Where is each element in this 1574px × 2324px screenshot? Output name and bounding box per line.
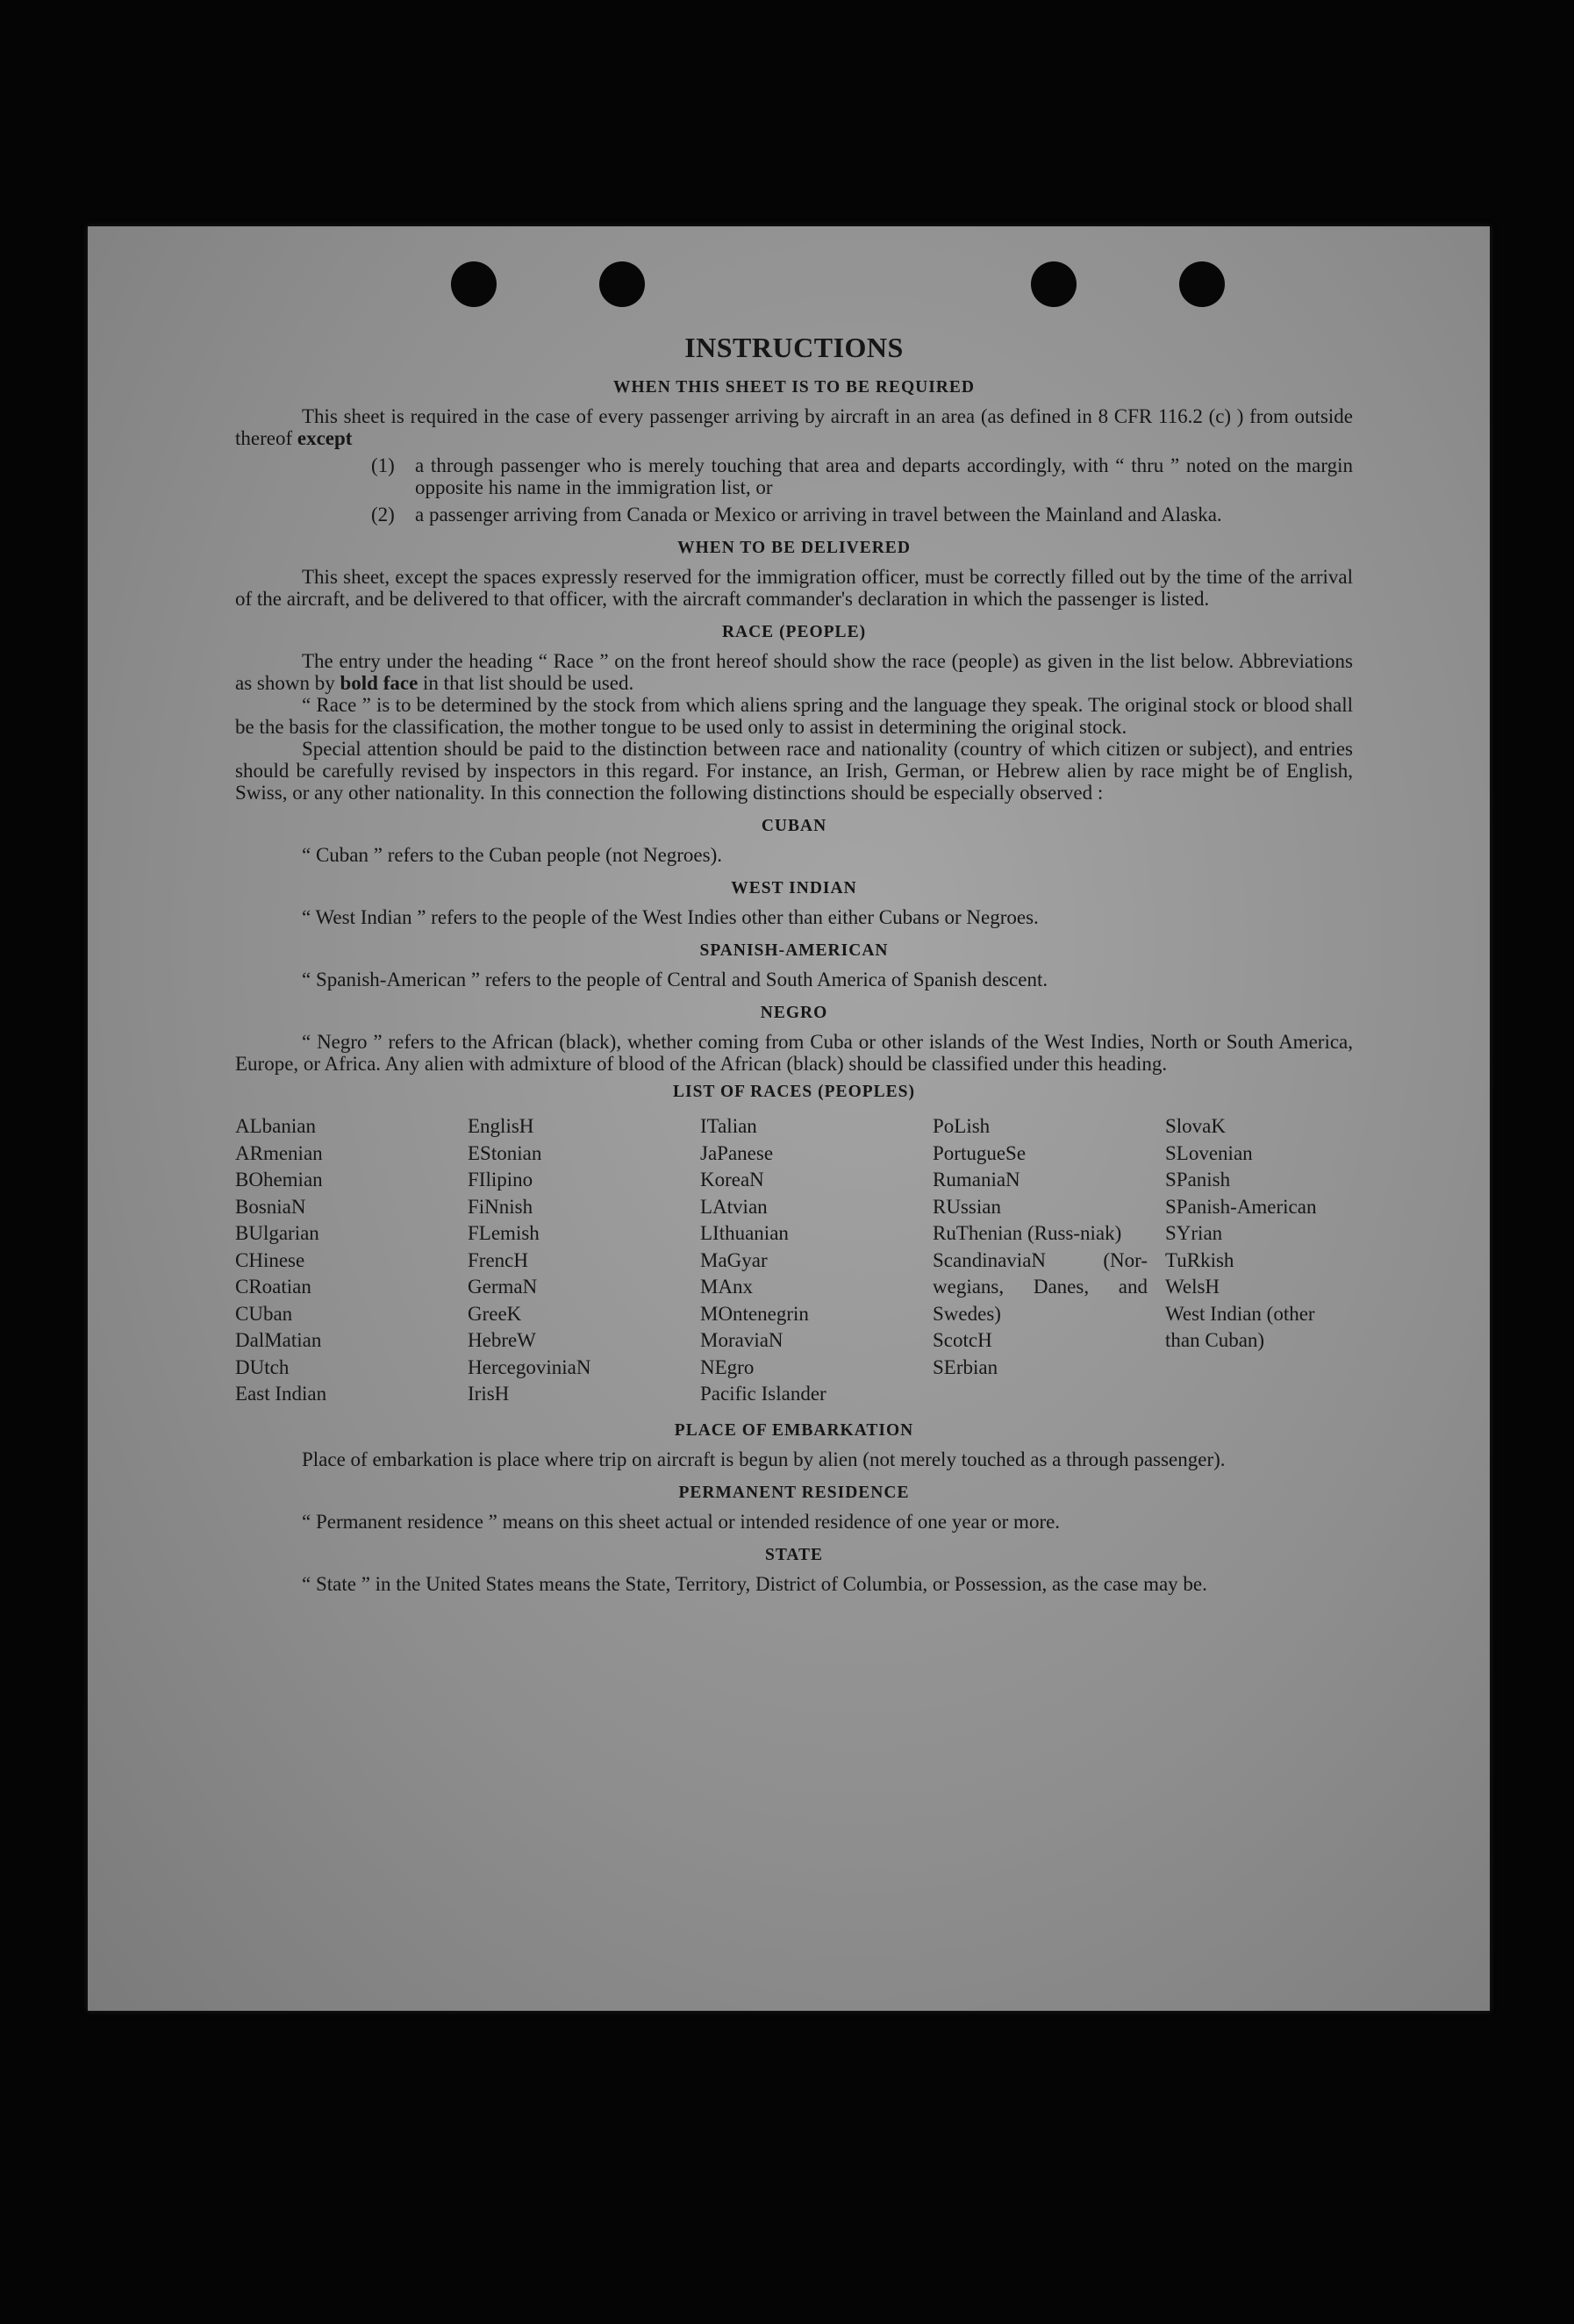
item-number: (1) — [371, 454, 395, 476]
punch-hole — [1179, 261, 1225, 307]
race-item: NEgro — [700, 1355, 755, 1378]
residence-text: “ Permanent residence ” means on this sheet actual or intended residence of one year or more. — [302, 1510, 1061, 1533]
race-item: ScandinaviaN (Nor-wegians, Danes, and Swedes) — [933, 1248, 1148, 1325]
race-item: FiNnish — [468, 1195, 533, 1218]
race-item: SErbian — [933, 1355, 998, 1378]
race-item: BosniaN — [235, 1195, 306, 1218]
race-item: East Indian — [235, 1383, 327, 1405]
race-item: ALbanian — [235, 1115, 316, 1137]
race-item: BOhemian — [235, 1169, 323, 1191]
heading-list-of-races: LIST OF RACES (PEOPLES) — [672, 1083, 915, 1101]
race-item: RuThenian (Russ-niak) — [933, 1222, 1122, 1244]
race-item: DalMatian — [235, 1329, 322, 1351]
exception-item-2 — [371, 504, 1353, 526]
punch-hole — [599, 261, 645, 307]
race-item: RumaniaN — [933, 1169, 1020, 1191]
race-item: RUssian — [933, 1195, 1001, 1218]
race-item: PortugueSe — [933, 1141, 1027, 1164]
heading-negro: NEGRO — [760, 1004, 828, 1022]
race-item: IrisH — [468, 1383, 510, 1405]
west-indian-text: “ West Indian ” refers to the people of the West Indies other than either Cubans or Negroes. — [302, 906, 1039, 928]
race-item: ScotcH — [933, 1329, 992, 1351]
race-paragraph-2: “ Race ” is to be determined by the stock from which aliens spring and the language they speak. The original stock or blood shall be the basis for the classification, the mother tongue to be used only to assist in determining the original stock. — [235, 694, 1353, 738]
heading-permanent-residence: PERMANENT RESIDENCE — [678, 1483, 910, 1502]
race-item: GreeK — [468, 1302, 522, 1325]
heading-race: RACE (PEOPLE) — [721, 623, 867, 641]
race-paragraph-3: Special attention should be paid to the distinction between race and nationality (country of which citizen or subject), and entries should be carefully revised by inspectors in this regard. For instance, an Irish, German, or Hebrew alien by race might be of English, Swiss, or any other nationality. In this connection the following distinctions should be especially observed : — [235, 738, 1353, 804]
race-column-4 — [933, 1113, 1165, 1408]
race-item: HercegoviniaN — [468, 1355, 591, 1378]
race-item: CRoatian — [235, 1276, 311, 1298]
race-item: KoreaN — [700, 1169, 764, 1191]
race-item: MoraviaN — [700, 1329, 783, 1351]
heading-state: STATE — [764, 1545, 824, 1564]
heading-place-of-embarkation: PLACE OF EMBARKATION — [674, 1420, 914, 1440]
punch-hole — [451, 261, 497, 307]
race-item: SlovaK — [1165, 1115, 1226, 1137]
race-column-2 — [468, 1113, 700, 1408]
embarkation-text: Place of embarkation is place where trip on aircraft is begun by alien (not merely touched as a through passenger). — [302, 1448, 1226, 1470]
exception-item-1 — [371, 454, 1353, 498]
punch-hole — [1031, 261, 1077, 307]
negro-text: “ Negro ” refers to the African (black), whether coming from Cuba or other islands of the West Indies, North or South America, Europe, or Africa. Any alien with admixture of blood of the African (black) should be classified under this heading. — [235, 1031, 1353, 1075]
race-item: LAtvian — [700, 1195, 768, 1218]
race-item: CUban — [235, 1302, 293, 1325]
item-text: a passenger arriving from Canada or Mexico or arriving in travel between the Mainland and Alaska. — [415, 504, 1222, 526]
race-item: FLemish — [468, 1222, 540, 1244]
heading-spanish-american: SPANISH-AMERICAN — [699, 941, 889, 960]
race-item: EStonian — [468, 1141, 542, 1164]
race-list — [235, 1113, 1353, 1408]
page-title: INSTRUCTIONS — [684, 332, 904, 363]
race-item: HebreW — [468, 1329, 536, 1351]
race-column-3 — [700, 1113, 933, 1408]
heading-west-indian: WEST INDIAN — [731, 879, 857, 897]
instructions-content — [235, 330, 1353, 1595]
race-item: SPanish-American — [1165, 1195, 1317, 1218]
race-item: LIthuanian — [700, 1222, 789, 1244]
spanish-american-text: “ Spanish-American ” refers to the people of Central and South America of Spanish descent. — [302, 969, 1048, 990]
item-text: a through passenger who is merely touching that area and departs accordingly, with “ thru ” noted on the margin opposite his name in the immigration list, or — [415, 454, 1353, 498]
race-paragraph-1: The entry under the heading “ Race ” on the front hereof should show the race (people) as given in the list below. Abbreviations as shown by bold face in that list should be used. — [235, 650, 1353, 694]
race-item: BUlgarian — [235, 1222, 319, 1244]
heading-cuban: CUBAN — [761, 817, 827, 835]
except-keyword: except — [297, 427, 353, 449]
race-item: ARmenian — [235, 1141, 323, 1164]
bold-face-keyword: bold face — [340, 672, 419, 694]
heading-when-required: WHEN THIS SHEET IS TO BE REQUIRED — [613, 378, 975, 397]
race-item: MAnx — [700, 1276, 754, 1298]
race-item: West Indian (other than Cuban) — [1165, 1302, 1315, 1351]
cuban-text: “ Cuban ” refers to the Cuban people (not Negroes). — [302, 844, 723, 866]
race-item: GermaN — [468, 1276, 538, 1298]
race-item: EnglisH — [468, 1115, 534, 1137]
race-item: DUtch — [235, 1355, 290, 1378]
item-number: (2) — [371, 504, 395, 526]
race-item: FrencH — [468, 1248, 528, 1271]
required-intro: This sheet is required in the case of every passenger arriving by aircraft in an area (as defined in 8 CFR 116.2 (c) ) from outside thereof except — [235, 405, 1353, 449]
heading-when-delivered: WHEN TO BE DELIVERED — [677, 539, 911, 557]
delivered-text: This sheet, except the spaces expressly reserved for the immigration officer, must be correctly filled out by the time of the arrival of the aircraft, and be delivered to that officer, with the aircraft commander's declaration in which the passenger is listed. — [235, 566, 1353, 610]
race-item: ITalian — [700, 1115, 757, 1137]
race-item: SYrian — [1165, 1222, 1223, 1244]
race-item: CHinese — [235, 1248, 305, 1271]
race-item: SPanish — [1165, 1169, 1231, 1191]
race-item: PoLish — [933, 1115, 991, 1137]
race-item: Pacific Islander — [700, 1383, 826, 1405]
race-item: TuRkish — [1165, 1248, 1234, 1271]
race-item: WelsH — [1165, 1276, 1220, 1298]
race-column-1 — [235, 1113, 468, 1408]
race-item: SLovenian — [1165, 1141, 1253, 1164]
state-text: “ State ” in the United States means the State, Territory, District of Columbia, or Possession, as the case may be. — [302, 1572, 1207, 1595]
instruction-sheet — [88, 226, 1490, 2011]
race-item: MOntenegrin — [700, 1302, 809, 1325]
race-item: FIlipino — [468, 1169, 533, 1191]
race-item: JaPanese — [700, 1141, 774, 1164]
race-item: MaGyar — [700, 1248, 768, 1271]
race-column-5 — [1165, 1113, 1353, 1408]
